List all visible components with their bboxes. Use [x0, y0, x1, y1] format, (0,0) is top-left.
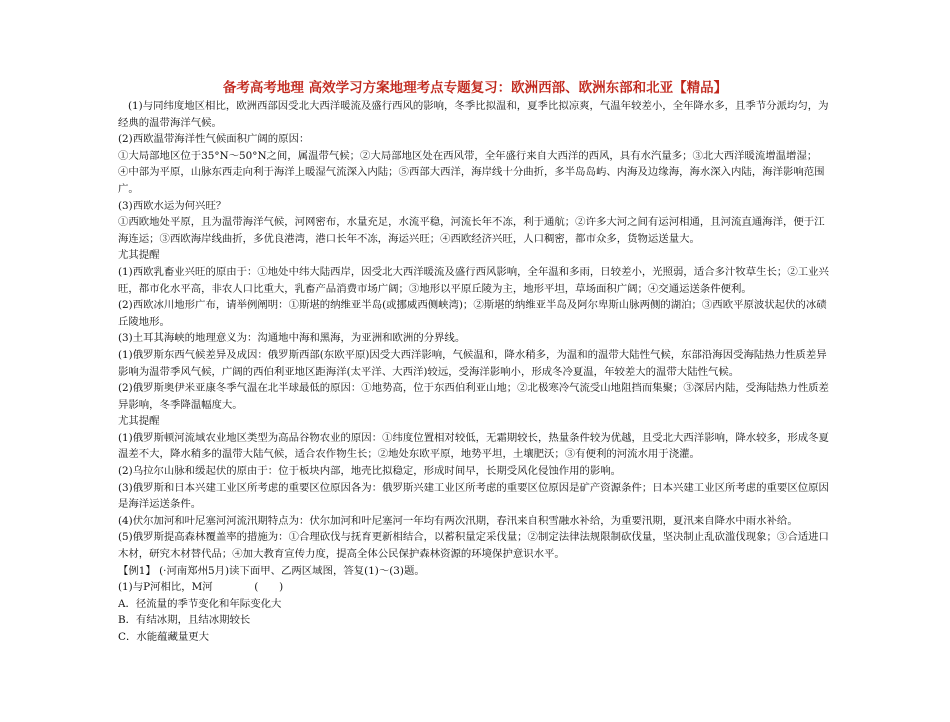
text-line: ①西欧地处平原，且为温带海洋气候，河网密布，水量充足，水流平稳，河流长年不冻，利于通航；②许多大河之间有运河相通，且河流直通海洋，便于江: [118, 216, 825, 229]
text-line: (1)与同纬度地区相比，欧洲西部因受北大西洋暖流及盛行西风的影响，冬季比拟温和，夏季比拟凉爽，气温年较差小，全年降水多，且季节分派均匀，为: [128, 100, 829, 112]
text-line: 旺，都市化水平高，非农人口比重大，乳畜产品消费市场广阔；③地形以平原丘陵为主，地形平坦，草场面积广阔；④交通运送条件便利。: [118, 282, 752, 295]
text-line: (1)俄罗斯顿河流域农业地区类型为高品谷物农业的原因：①纬度位置相对较低，无霜期较长，热量条件较为优越，且受北大西洋影响，降水较多，形成冬夏: [118, 431, 829, 444]
text-line: (1)俄罗斯东西气候差异及成因：俄罗斯西部(东欧平原)因受大西洋影响，气候温和，降水稍多，为温和的温带大陆性气候，东部沿海因受海陆热力性质差异: [118, 348, 827, 361]
text-line: 经典的温带海洋气候。: [118, 116, 222, 129]
answer-option-b: B．有结冰期，且结冰期较长: [118, 614, 251, 627]
text-line: (3)西欧水运为何兴旺？: [118, 199, 227, 212]
text-line: 尤其提醒: [118, 415, 160, 428]
text-line: 是海洋运送条件。: [118, 498, 202, 511]
text-line: 尤其提醒: [118, 249, 160, 262]
text-line: 木材，研究木材替代品；④加大教育宣传力度，提高全体公民保护森林资源的环境保护意识水平。: [118, 548, 565, 561]
text-line: (2)西欧温带海洋性气候面积广阔的原因：: [118, 133, 310, 146]
text-line: (2)乌拉尔山脉和缓起伏的原由于：位于板块内部，地壳比拟稳定，形成时间早，长期受风化侵蚀作用的影响。: [118, 465, 622, 478]
text-line: (2)俄罗斯奥伊米亚康冬季气温在北半球最低的原因：①地势高，位于东西伯利亚山地；②北极寒冷气流受山地阻挡而集聚；③深居内陆，受海陆热力性质差: [118, 382, 829, 395]
text-line: 广。: [118, 182, 139, 195]
text-line: (3)土耳其海峡的地理意义为：沟通地中海和黑海，为亚洲和欧洲的分界线。: [118, 332, 466, 345]
text-line: (3)俄罗斯和日本兴建工业区所考虑的重要区位原因各为：俄罗斯兴建工业区所考虑的重要区位原因是矿产资源条件；日本兴建工业区所考虑的重要区位原因: [118, 481, 829, 494]
text-line: 异影响，冬季降温幅度大。: [118, 398, 243, 411]
text-line: (5)俄罗斯提高森林覆盖率的措施为：①合理砍伐与抚育更新相结合，以蓄积量定采伐量；②制定法律法规限制砍伐量，坚决制止乱砍滥伐现象；③合适进口: [118, 531, 829, 544]
text-line: ①大局部地区位于35°N～50°N之间，属温带气候；②大局部地区处在西风带，全年盛行来自大西洋的西风，具有水汽量多；③北大西洋暖流增温增湿；: [118, 149, 818, 162]
text-line: (1)西欧乳畜业兴旺的原由于：①地处中纬大陆西岸，因受北大西洋暖流及盛行西风影响，全年温和多雨，日较差小，光照弱，适合多汁牧草生长；②工业兴: [118, 265, 829, 278]
text-line: 海连运；③西欧海岸线曲折，多优良港湾，港口长年不冻，海运兴旺；④西欧经济兴旺，人口稠密，都市众多，货物运送量大。: [118, 232, 700, 245]
document-body: [118, 98, 834, 646]
text-line: 丘陵地形。: [118, 315, 170, 328]
document-title: 备考高考地理 高效学习方案地理考点专题复习：欧洲西部、欧洲东部和北亚【精品】: [222, 80, 728, 96]
text-line: ④中部为平原，山脉东西走向利于海洋上暖湿气流深入内陆；⑤西部大西洋，海岸线十分曲折，多半岛岛屿、内海及边缘海，海水深入内陆，海洋影响范围: [118, 166, 825, 179]
text-line: (2)西欧冰川地形广布，请举例阐明：①斯堪的纳维亚半岛(或挪威西侧峡湾)；②斯堪的纳维亚半岛及阿尔卑斯山脉两侧的湖泊；③西欧平原波状起伏的冰碛: [118, 299, 827, 312]
text-line: 影响为温带季风气候，广阔的西伯利亚地区距海洋(太平洋、大西洋)较远，受海洋影响小，形成冬冷夏温，年较差大的温带大陆性气候。: [118, 365, 740, 378]
question-line: (1)与P河相比，M河 ( ): [118, 581, 284, 594]
answer-option-a: A．径流量的季节变化和年际变化大: [118, 597, 282, 610]
text-line: 温差不大，降水稍多的温带大陆气候，适合农作物生长；②地处东欧平原，地势平坦，土壤肥沃；③有便利的河流水用于浇灌。: [118, 448, 700, 461]
text-line: (4)伏尔加河和叶尼塞河河流汛期特点为：伏尔加河和叶尼塞河一年均有两次汛期，春汛来自积雪融水补给，为重要汛期，夏汛来自降水中雨水补给。: [118, 514, 798, 527]
example-heading: 【例1】 (·河南郑州5月)读下面甲、乙两区域图，答复(1)～(3)题。: [118, 564, 425, 577]
answer-option-c: C．水能蕴藏量更大: [118, 631, 210, 643]
